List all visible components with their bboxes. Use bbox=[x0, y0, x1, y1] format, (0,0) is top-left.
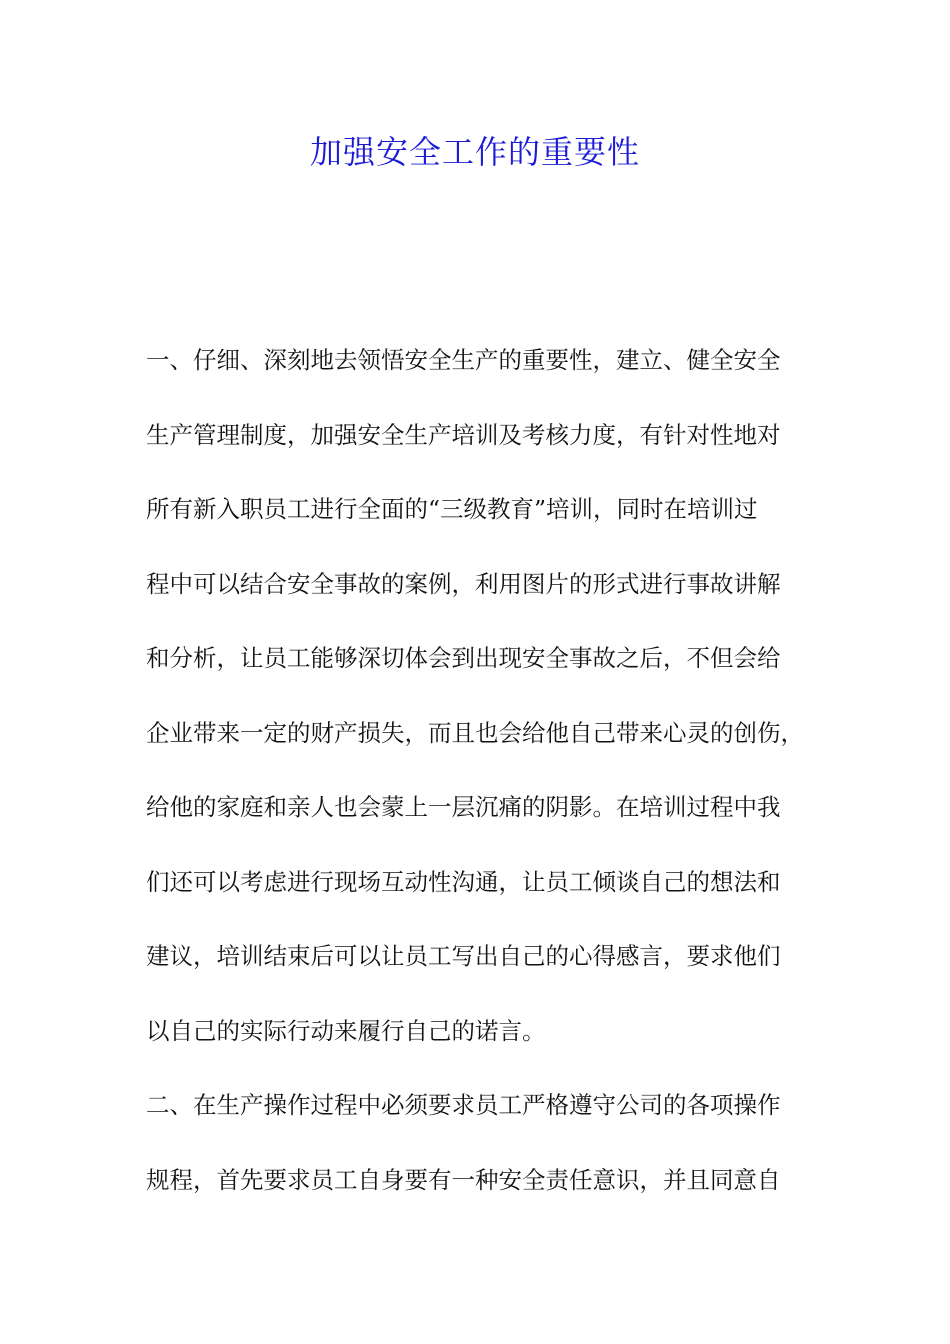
body-line: 给他的家庭和亲人也会蒙上一层沉痛的阴影。在培训过程中我 bbox=[146, 793, 781, 821]
body-line: 以自己的实际行动来履行自己的诺言。 bbox=[146, 1016, 546, 1045]
body-line: 一、仔细、深刻地去领悟安全生产的重要性，建立、健全安全 bbox=[146, 346, 781, 374]
body-line: 建议，培训结束后可以让员工写出自己的心得感言，要求他们 bbox=[146, 942, 781, 970]
body-line: 规程，首先要求员工自身要有一种安全责任意识，并且同意自 bbox=[146, 1165, 781, 1194]
document-body bbox=[146, 332, 816, 1226]
body-line: 所有新入职员工进行全面的“三级教育”培训，同时在培训过 bbox=[146, 495, 758, 523]
body-line: 企业带来一定的财产损失，而且也会给他自己带来心灵的创伤， bbox=[146, 718, 804, 747]
body-line: 们还可以考虑进行现场互动性沟通，让员工倾谈自己的想法和 bbox=[146, 867, 781, 896]
body-line: 生产管理制度，加强安全生产培训及考核力度，有针对性地对 bbox=[146, 420, 781, 449]
body-line: 二、在生产操作过程中必须要求员工严格遵守公司的各项操作 bbox=[146, 1091, 781, 1119]
document-title: 加强安全工作的重要性 bbox=[309, 133, 640, 171]
body-line: 程中可以结合安全事故的案例，利用图片的形式进行事故讲解 bbox=[146, 569, 781, 598]
body-line: 和分析，让员工能够深切体会到出现安全事故之后，不但会给 bbox=[146, 644, 781, 672]
